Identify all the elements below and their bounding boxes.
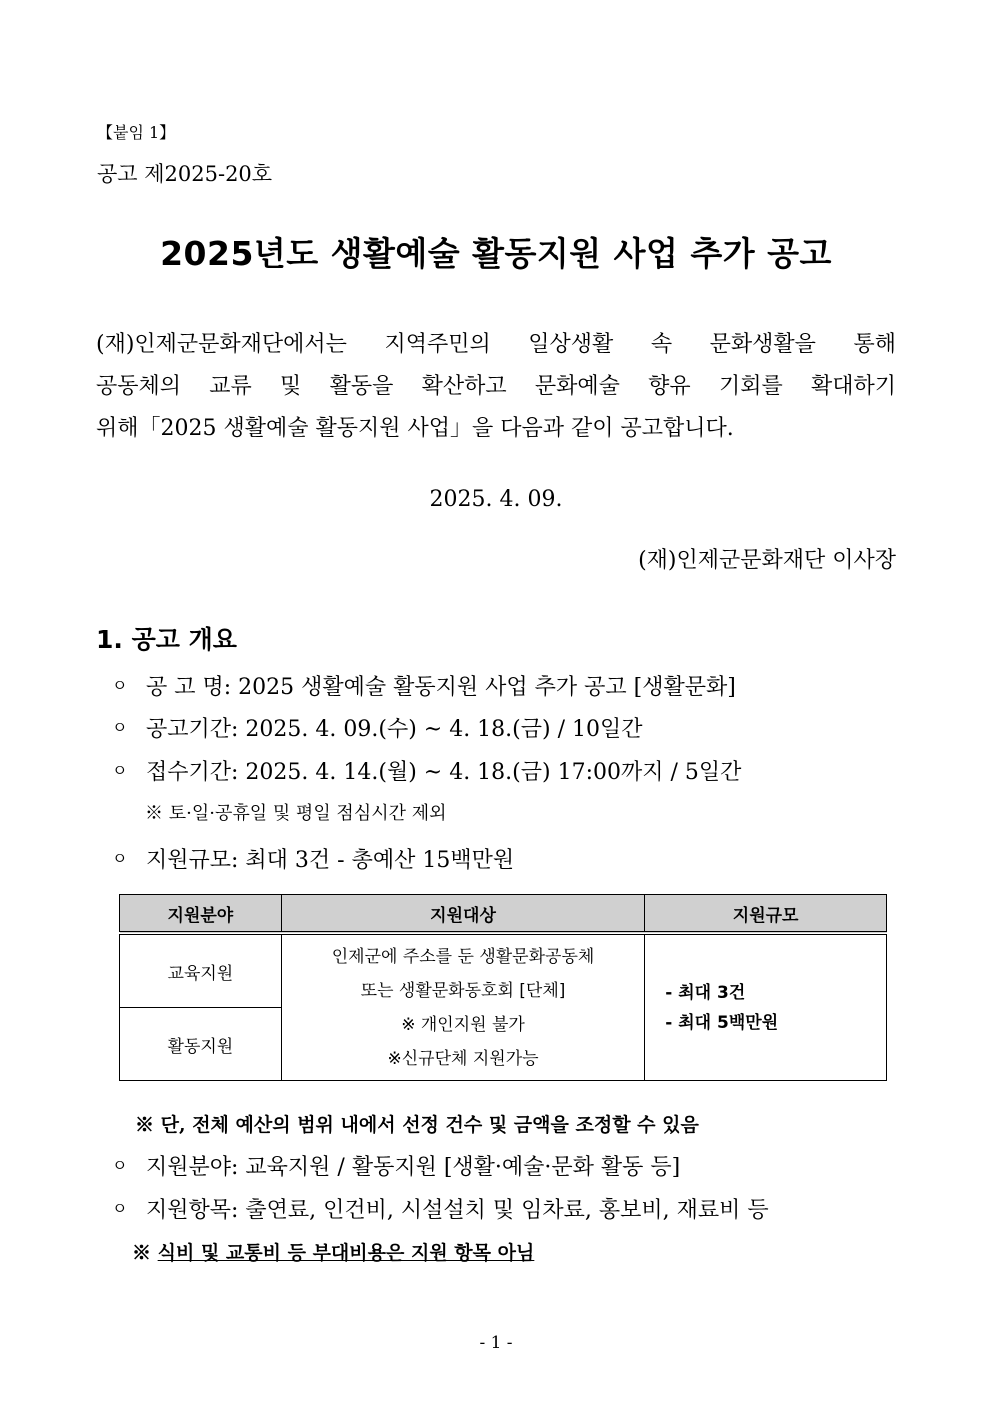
- bullet-icon: ㅇ: [112, 1199, 128, 1218]
- overview-reception: [112, 755, 741, 786]
- budget-note: ※ 단, 전체 예산의 범위 내에서 선정 건수 및 금액을 조정할 수 있음: [135, 1114, 699, 1136]
- page-title: 2025년도 생활예술 활동지원 사업 추가 공고: [160, 234, 832, 273]
- support-items-text: 지원항목: 출연료, 인건비, 시설설치 및 임차료, 홍보비, 재료비 등: [146, 1198, 769, 1223]
- issuer: (재)인제군문화재단 이사장: [638, 548, 896, 573]
- overview-scale-text: 지원규모: 최대 3건 - 총예산 15백만원: [146, 848, 515, 873]
- scale-cell: [645, 933, 887, 1081]
- bullet-icon: ㅇ: [112, 676, 128, 695]
- notice-number: 공고 제2025-20호: [97, 162, 273, 186]
- overview-period-text: 공고기간: 2025. 4. 09.(수) ~ 4. 18.(금) / 10일간: [146, 717, 643, 742]
- support-items: [112, 1193, 769, 1224]
- page-number: - 1 -: [479, 1333, 513, 1353]
- bullet-icon: ㅇ: [112, 761, 128, 780]
- intro-line-3: 위해「2025 생활예술 활동지원 사업」을 다음과 같이 공고합니다.: [96, 416, 734, 441]
- bullet-icon: ㅇ: [112, 849, 128, 868]
- notice-date: 2025. 4. 09.: [429, 487, 563, 512]
- exclusion-note: [132, 1238, 534, 1265]
- header-target: 지원대상: [281, 895, 645, 934]
- target-line-4: ※신규단체 지원가능: [387, 1048, 539, 1069]
- target-cell: [281, 933, 645, 1081]
- intro-line-2: 공동체의 교류 및 활동을 확산하고 문화예술 향유 기회를 확대하기: [96, 374, 896, 399]
- bullet-icon: ㅇ: [112, 718, 128, 737]
- reception-note: ※ 토·일·공휴일 및 평일 점심시간 제외: [145, 803, 447, 824]
- intro-line-1: (재)인제군문화재단에서는 지역주민의 일상생활 속 문화생활을 통해: [96, 332, 896, 357]
- bullet-icon: ㅇ: [112, 1156, 128, 1175]
- header-scale: 지원규모: [645, 895, 887, 934]
- scale-line-1: - 최대 3건: [665, 982, 746, 1003]
- table-row: [120, 933, 887, 1008]
- field-activity: 활동지원: [120, 1008, 282, 1081]
- scale-line-2: - 최대 5백만원: [665, 1012, 779, 1033]
- overview-name-text: 공 고 명: 2025 생활예술 활동지원 사업 추가 공고 [생활문화]: [146, 675, 736, 700]
- support-field: [112, 1150, 680, 1181]
- overview-name: [112, 670, 736, 701]
- support-field-text: 지원분야: 교육지원 / 활동지원 [생활·예술·문화 활동 등]: [146, 1155, 681, 1180]
- target-line-2: 또는 생활문화동호회 [단체]: [360, 980, 566, 1001]
- support-table: [119, 894, 887, 1081]
- exclusion-mark: ※: [132, 1242, 152, 1264]
- attachment-label: 【붙임 1】: [97, 123, 176, 142]
- exclusion-note-text: 식비 및 교통비 등 부대비용은 지원 항목 아님: [157, 1242, 535, 1264]
- header-field: 지원분야: [120, 895, 282, 934]
- field-education: 교육지원: [120, 933, 282, 1008]
- overview-scale: [112, 843, 514, 874]
- overview-reception-text: 접수기간: 2025. 4. 14.(월) ~ 4. 18.(금) 17:00까지 / 5일간: [146, 760, 742, 785]
- table-header-row: [120, 895, 887, 934]
- overview-period: [112, 712, 642, 743]
- target-line-1: 인제군에 주소를 둔 생활문화공동체: [331, 946, 595, 967]
- target-line-3: ※ 개인지원 불가: [401, 1014, 525, 1035]
- section-1-title: 1. 공고 개요: [96, 625, 237, 654]
